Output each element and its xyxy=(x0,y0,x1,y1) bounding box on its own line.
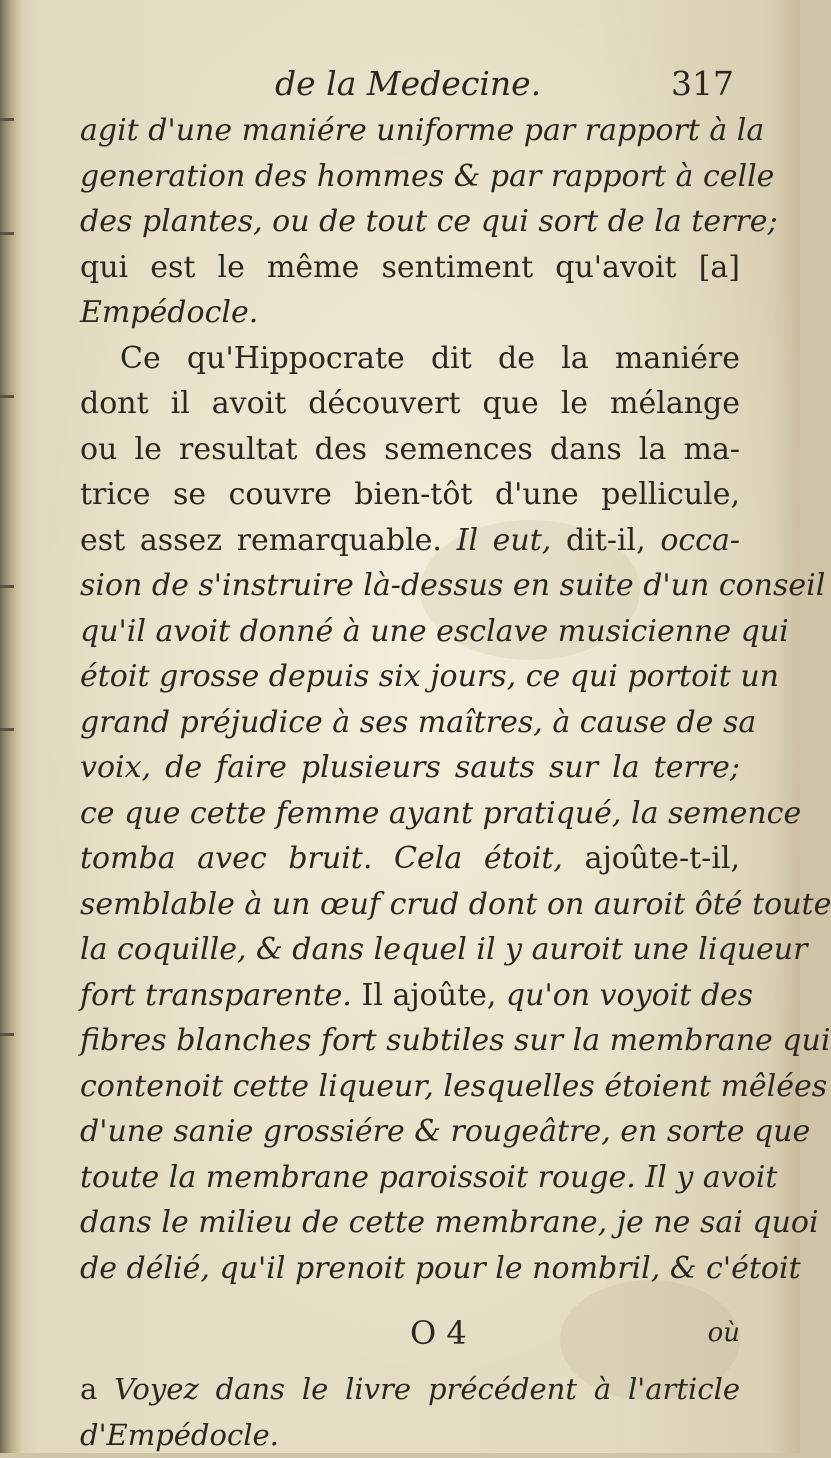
text-segment: voix, de faire plusieurs sauts sur la terre; xyxy=(80,750,740,785)
text-line xyxy=(80,700,740,746)
text-line xyxy=(80,472,740,518)
text-line xyxy=(80,199,740,245)
text-line xyxy=(80,1109,740,1155)
text-segment: étoit grosse depuis six jours, ce qui portoit un xyxy=(80,659,779,694)
text-line xyxy=(80,791,740,837)
text-segment: contenoit cette liqueur, lesquelles étoient mêlées xyxy=(80,1069,827,1104)
text-line xyxy=(80,563,740,609)
text-line xyxy=(80,654,740,700)
text-segment: ou le resultat des semences dans la ma- xyxy=(80,432,740,467)
text-segment: d'une sanie grossiére & rougeâtre, en sorte que xyxy=(80,1114,810,1149)
running-head: de la Medecine. xyxy=(275,60,541,108)
text-line xyxy=(80,1155,740,1201)
text-line xyxy=(80,1200,740,1246)
text-segment: est assez remarquable. xyxy=(80,523,457,558)
binding-mark xyxy=(0,118,14,121)
text-line xyxy=(80,290,740,336)
text-line xyxy=(80,1064,740,1110)
text-segment: dont il avoit découvert que le mélange xyxy=(80,386,740,421)
text-segment: toute la membrane paroissoit rouge. Il y avoit xyxy=(80,1160,777,1195)
text-line xyxy=(80,336,740,382)
text-segment: generation des hommes & par rapport à celle xyxy=(80,159,774,194)
text-segment: des plantes, ou de tout ce qui sort de la terre; xyxy=(80,204,778,239)
text-line xyxy=(80,973,740,1019)
text-segment: dit-il, xyxy=(566,523,660,558)
text-line xyxy=(80,1246,740,1292)
text-line xyxy=(80,154,740,200)
text-segment: Il eut, xyxy=(457,523,566,558)
binding-mark xyxy=(0,585,14,588)
body-text xyxy=(80,108,740,1291)
text-segment: Il ajoûte, xyxy=(361,978,505,1013)
text-line xyxy=(80,882,740,928)
text-line xyxy=(80,108,740,154)
text-line xyxy=(80,245,740,291)
text-line xyxy=(80,381,740,427)
text-segment: trice se couvre bien-tôt d'une pellicule, xyxy=(80,477,740,512)
text-segment: ajoûte-t-il, xyxy=(585,841,740,876)
page-footer xyxy=(80,1303,740,1363)
text-segment: de délié, qu'il prenoit pour le nombril, & c'étoit xyxy=(80,1251,801,1286)
page-text xyxy=(80,60,740,1458)
text-segment: qu'on voyoit des xyxy=(506,978,753,1013)
text-line xyxy=(80,745,740,791)
footnote-line xyxy=(80,1367,740,1413)
text-segment: fort transparente. xyxy=(80,978,361,1013)
text-line xyxy=(80,518,740,564)
text-segment: semblable à un œuf crud dont on auroit ôté toute xyxy=(80,887,831,922)
text-segment: Ce qu'Hippocrate dit de la maniére xyxy=(120,341,740,376)
footnote-marker: a xyxy=(80,1372,97,1406)
catchword: où xyxy=(708,1303,740,1363)
binding-mark xyxy=(0,1033,14,1036)
text-line xyxy=(80,1018,740,1064)
binding-mark xyxy=(0,232,14,235)
text-segment: tomba avec bruit. Cela étoit, xyxy=(80,841,585,876)
binding-mark xyxy=(0,728,14,731)
text-segment: grand préjudice à ses maîtres, à cause de sa xyxy=(80,705,756,740)
signature-mark: O 4 xyxy=(410,1303,467,1363)
page-number: 317 xyxy=(671,60,734,108)
text-line xyxy=(80,609,740,655)
text-segment: dans le milieu de cette membrane, je ne sai quoi xyxy=(80,1205,819,1240)
binding-mark xyxy=(0,395,14,398)
text-segment: ce que cette femme ayant pratiqué, la semence xyxy=(80,796,801,831)
footnote-line: d'Empédocle. xyxy=(80,1413,740,1458)
text-segment: Empédocle. xyxy=(80,295,258,330)
footnote xyxy=(80,1367,740,1458)
page-header xyxy=(80,60,740,108)
footnote-text: Voyez dans le livre précédent à l'article xyxy=(114,1372,740,1406)
text-segment: occa- xyxy=(660,523,740,558)
text-line xyxy=(80,836,740,882)
text-segment: qu'il avoit donné à une esclave musicienne qui xyxy=(80,614,789,649)
page-binding-shadow xyxy=(0,0,22,1453)
text-segment: fibres blanches fort subtiles sur la membrane qui xyxy=(80,1023,830,1058)
text-segment: qui est le même sentiment qu'avoit [a] xyxy=(80,250,740,285)
text-line xyxy=(80,427,740,473)
text-segment: agit d'une maniére uniforme par rapport à la xyxy=(80,113,764,148)
text-segment: la coquille, & dans lequel il y auroit une liqueur xyxy=(80,932,807,967)
text-line xyxy=(80,927,740,973)
text-segment: sion de s'instruire là-dessus en suite d'un conseil xyxy=(80,568,825,603)
